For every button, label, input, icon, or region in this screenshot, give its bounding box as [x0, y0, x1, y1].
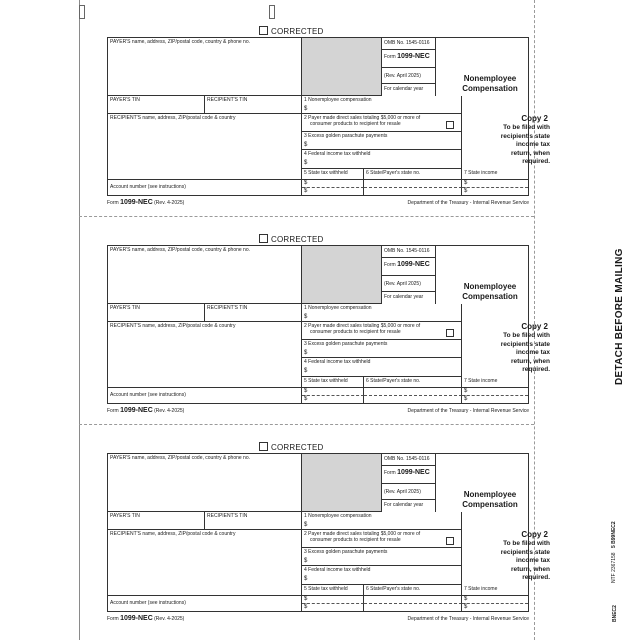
box7-dollar-1: $ — [464, 180, 468, 186]
box5-dollar-1: $ — [304, 180, 308, 186]
box7-state-income-2[interactable] — [462, 188, 528, 195]
box5-state-tax-2[interactable] — [302, 188, 364, 195]
sheet-edge — [79, 0, 80, 640]
box3-dollar: $ — [304, 350, 308, 356]
box5-dollar-2: $ — [304, 188, 308, 194]
recipient-name-field[interactable] — [108, 114, 302, 180]
box1-label: 1 Nonemployee compensation — [304, 513, 372, 519]
title-line1: Nonemployee — [463, 490, 517, 499]
box5-label: 5 State tax withheld — [304, 378, 348, 384]
box7-dollar-2: $ — [464, 396, 468, 402]
footer-revision: (Rev. 4-2025) — [154, 200, 185, 206]
recipient-tin-label: RECIPIENT'S TIN — [207, 513, 248, 519]
box3-golden-parachute[interactable] — [302, 340, 462, 358]
box4-federal-tax-withheld[interactable] — [302, 358, 462, 377]
box1-label: 1 Nonemployee compensation — [304, 97, 372, 103]
filed-line-4: return, when — [510, 357, 550, 365]
form-title — [429, 490, 551, 510]
box6-state-no-2[interactable] — [364, 604, 462, 611]
recipient-tin-field[interactable] — [205, 304, 302, 322]
corrected-label: CORRECTED — [271, 443, 324, 452]
box2-label-line2: consumer products to recipient for resale — [310, 121, 401, 127]
form-footer — [107, 615, 529, 622]
product-code-1: 5 B99NEC2 — [611, 521, 617, 548]
calendar-year-field[interactable]: For calendar year — [384, 86, 424, 92]
filed-line-5: required. — [522, 366, 550, 373]
box7-state-income-2[interactable] — [462, 396, 528, 403]
payer-tin-label: PAYER'S TIN — [110, 97, 140, 103]
calendar-year-field[interactable]: For calendar year — [384, 294, 424, 300]
title-line2: Compensation — [462, 292, 518, 301]
box3-golden-parachute[interactable] — [302, 132, 462, 150]
shaded-area — [302, 246, 382, 304]
box1-label: 1 Nonemployee compensation — [304, 305, 372, 311]
footer-form-number: 1099-NEC — [120, 407, 153, 414]
box5-label: 5 State tax withheld — [304, 586, 348, 592]
box6-label-cell — [364, 585, 462, 596]
footer-form-number: 1099-NEC — [120, 199, 153, 206]
account-number-label: Account number (see instructions) — [110, 600, 186, 606]
account-number-field[interactable] — [108, 388, 302, 403]
form-number: 1099-NEC — [397, 469, 430, 476]
account-number-field[interactable] — [108, 180, 302, 195]
box1-nonemployee-compensation[interactable] — [302, 304, 462, 322]
filing-instructions — [445, 124, 550, 167]
form-number-cell — [382, 50, 436, 68]
box7-dollar-2: $ — [464, 188, 468, 194]
form-word: Form — [384, 54, 396, 60]
box2-label-line2: consumer products to recipient for resale — [310, 329, 401, 335]
account-number-field[interactable] — [108, 596, 302, 611]
form-word: Form — [384, 470, 396, 476]
box5-label-cell — [302, 169, 364, 180]
account-number-label: Account number (see instructions) — [110, 184, 186, 190]
footer-form-word: Form — [107, 200, 119, 206]
corrected-checkbox[interactable] — [259, 26, 268, 35]
form-sheet — [79, 0, 640, 640]
form-number-cell — [382, 258, 436, 276]
title-line1: Nonemployee — [463, 74, 517, 83]
form-footer — [107, 199, 529, 206]
box5-dollar-2: $ — [304, 604, 308, 610]
filing-instructions — [445, 332, 550, 375]
form-1099-nec-copy — [107, 27, 550, 212]
box7-dollar-1: $ — [464, 388, 468, 394]
footer-revision: (Rev. 4-2025) — [154, 408, 185, 414]
omb-column — [382, 38, 436, 96]
box5-label-cell — [302, 377, 364, 388]
box2-direct-sales — [302, 322, 462, 340]
revision-date: (Rev. April 2025) — [382, 484, 436, 500]
recipient-tin-label: RECIPIENT'S TIN — [207, 305, 248, 311]
form-number: 1099-NEC — [397, 53, 430, 60]
box3-label: 3 Excess golden parachute payments — [304, 549, 388, 555]
recipient-name-label: RECIPIENT'S name, address, ZIP/postal code & country — [110, 115, 236, 121]
recipient-name-field[interactable] — [108, 322, 302, 388]
box6-label: 6 State/Payer's state no. — [366, 586, 421, 592]
filed-line-4: return, when — [510, 149, 550, 157]
box2-direct-sales — [302, 114, 462, 132]
account-number-label: Account number (see instructions) — [110, 392, 186, 398]
perforation-line-2 — [79, 424, 534, 425]
payer-name-field[interactable] — [108, 38, 302, 96]
box7-label-cell — [462, 377, 528, 388]
box7-state-income-1[interactable] — [462, 596, 528, 604]
box4-dollar: $ — [304, 576, 308, 582]
footer-department: Department of the Treasury - Internal Revenue Service — [407, 200, 529, 206]
box2-label-line1: 2 Payer made direct sales totaling $5,000 or more of — [304, 115, 421, 121]
omb-column — [382, 246, 436, 304]
recipient-name-label: RECIPIENT'S name, address, ZIP/postal code & country — [110, 323, 236, 329]
box6-label-cell — [364, 169, 462, 180]
copy-label: Copy 2 — [521, 322, 548, 331]
form-1099-nec-copy — [107, 235, 550, 420]
filed-line-3: income tax — [516, 557, 550, 564]
title-line2: Compensation — [462, 500, 518, 509]
box1-dollar: $ — [304, 314, 308, 320]
footer-form-word: Form — [107, 408, 119, 414]
box5-dollar-1: $ — [304, 596, 308, 602]
omb-column — [382, 454, 436, 512]
form-title — [429, 282, 551, 302]
form-footer — [107, 407, 529, 414]
form-title — [429, 74, 551, 94]
recipient-tin-field[interactable] — [205, 512, 302, 530]
copy-label: Copy 2 — [521, 114, 548, 123]
box7-label-cell — [462, 585, 528, 596]
product-code-3: BNEC2 — [612, 605, 618, 622]
box3-dollar: $ — [304, 142, 308, 148]
box1-nonemployee-compensation[interactable] — [302, 512, 462, 530]
form-word: Form — [384, 262, 396, 268]
form-number-cell — [382, 466, 436, 484]
corrected-label: CORRECTED — [271, 27, 324, 36]
filed-line-1: To be filed with — [503, 332, 550, 339]
omb-number: OMB No. 1545-0116 — [382, 246, 436, 258]
box6-state-no-1[interactable] — [364, 596, 462, 604]
box7-label: 7 State income — [464, 586, 498, 592]
filed-line-2: recipient's state — [500, 132, 550, 140]
box2-label-line1: 2 Payer made direct sales totaling $5,000 or more of — [304, 531, 421, 537]
box4-federal-tax-withheld[interactable] — [302, 150, 462, 169]
box4-dollar: $ — [304, 368, 308, 374]
payer-tin-label: PAYER'S TIN — [110, 513, 140, 519]
calendar-year-field[interactable]: For calendar year — [384, 502, 424, 508]
filed-line-1: To be filed with — [503, 124, 550, 131]
form-1099-nec-copy — [107, 443, 550, 628]
filed-line-1: To be filed with — [503, 540, 550, 547]
payer-name-field[interactable] — [108, 246, 302, 304]
filed-line-2: recipient's state — [500, 548, 550, 556]
box1-dollar: $ — [304, 106, 308, 112]
box1-dollar: $ — [304, 522, 308, 528]
box4-dollar: $ — [304, 160, 308, 166]
payer-tin-field[interactable] — [108, 304, 205, 322]
perforation-line-1 — [79, 216, 534, 217]
box7-state-income-1[interactable] — [462, 180, 528, 188]
box6-label: 6 State/Payer's state no. — [366, 378, 421, 384]
box1-nonemployee-compensation[interactable] — [302, 96, 462, 114]
box6-state-no-1[interactable] — [364, 388, 462, 396]
shaded-area — [302, 454, 382, 512]
box2-label-line1: 2 Payer made direct sales totaling $5,000 or more of — [304, 323, 421, 329]
box4-label: 4 Federal income tax withheld — [304, 151, 371, 157]
filed-line-5: required. — [522, 158, 550, 165]
box7-dollar-2: $ — [464, 604, 468, 610]
recipient-name-field[interactable] — [108, 530, 302, 596]
revision-date: (Rev. April 2025) — [382, 68, 436, 84]
payer-name-label: PAYER'S name, address, ZIP/postal code, country & phone no. — [110, 455, 251, 461]
box7-dollar-1: $ — [464, 596, 468, 602]
shaded-area — [302, 38, 382, 96]
corrected-checkbox-area — [259, 26, 323, 36]
box5-dollar-2: $ — [304, 396, 308, 402]
clip-holder-left — [79, 5, 85, 19]
box5-label-cell — [302, 585, 364, 596]
box7-label: 7 State income — [464, 170, 498, 176]
corrected-label: CORRECTED — [271, 235, 324, 244]
footer-form-number: 1099-NEC — [120, 615, 153, 622]
filing-instructions — [445, 540, 550, 583]
corrected-checkbox-area — [259, 234, 323, 244]
box6-label: 6 State/Payer's state no. — [366, 170, 421, 176]
box7-label-cell — [462, 169, 528, 180]
box5-state-tax-2[interactable] — [302, 396, 364, 403]
box6-state-no-2[interactable] — [364, 396, 462, 403]
box4-federal-tax-withheld[interactable] — [302, 566, 462, 585]
filed-line-3: income tax — [516, 349, 550, 356]
title-line1: Nonemployee — [463, 282, 517, 291]
filed-line-2: recipient's state — [500, 340, 550, 348]
filed-line-5: required. — [522, 574, 550, 581]
product-code-2: NTF 2367158 — [611, 552, 617, 583]
corrected-checkbox[interactable] — [259, 442, 268, 451]
box2-direct-sales — [302, 530, 462, 548]
box5-state-tax-2[interactable] — [302, 604, 364, 611]
footer-form-word: Form — [107, 616, 119, 622]
form-number: 1099-NEC — [397, 261, 430, 268]
payer-name-field[interactable] — [108, 454, 302, 512]
box3-label: 3 Excess golden parachute payments — [304, 341, 388, 347]
box7-state-income-2[interactable] — [462, 604, 528, 611]
box3-label: 3 Excess golden parachute payments — [304, 133, 388, 139]
payer-tin-label: PAYER'S TIN — [110, 305, 140, 311]
footer-revision: (Rev. 4-2025) — [154, 616, 185, 622]
payer-name-label: PAYER'S name, address, ZIP/postal code, country & phone no. — [110, 39, 251, 45]
box5-state-tax-1[interactable] — [302, 596, 364, 604]
box5-state-tax-1[interactable] — [302, 388, 364, 396]
payer-tin-field[interactable] — [108, 96, 205, 114]
box5-dollar-1: $ — [304, 388, 308, 394]
box6-state-no-2[interactable] — [364, 188, 462, 195]
recipient-tin-field[interactable] — [205, 96, 302, 114]
box3-golden-parachute[interactable] — [302, 548, 462, 566]
box3-dollar: $ — [304, 558, 308, 564]
footer-department: Department of the Treasury - Internal Revenue Service — [407, 616, 529, 622]
box4-label: 4 Federal income tax withheld — [304, 567, 371, 573]
copy-label: Copy 2 — [521, 530, 548, 539]
corrected-checkbox-area — [259, 442, 323, 452]
box7-label: 7 State income — [464, 378, 498, 384]
omb-number: OMB No. 1545-0116 — [382, 38, 436, 50]
filed-line-3: income tax — [516, 141, 550, 148]
box5-state-tax-1[interactable] — [302, 180, 364, 188]
box7-state-income-1[interactable] — [462, 388, 528, 396]
box6-state-no-1[interactable] — [364, 180, 462, 188]
box4-label: 4 Federal income tax withheld — [304, 359, 371, 365]
recipient-tin-label: RECIPIENT'S TIN — [207, 97, 248, 103]
recipient-name-label: RECIPIENT'S name, address, ZIP/postal code & country — [110, 531, 236, 537]
clip-holder-right — [269, 5, 275, 19]
filed-line-4: return, when — [510, 565, 550, 573]
title-line2: Compensation — [462, 84, 518, 93]
corrected-checkbox[interactable] — [259, 234, 268, 243]
box5-label: 5 State tax withheld — [304, 170, 348, 176]
box6-label-cell — [364, 377, 462, 388]
box2-label-line2: consumer products to recipient for resale — [310, 537, 401, 543]
payer-tin-field[interactable] — [108, 512, 205, 530]
revision-date: (Rev. April 2025) — [382, 276, 436, 292]
detach-before-mailing-label: DETACH BEFORE MAILING — [614, 248, 625, 385]
footer-department: Department of the Treasury - Internal Revenue Service — [407, 408, 529, 414]
omb-number: OMB No. 1545-0116 — [382, 454, 436, 466]
payer-name-label: PAYER'S name, address, ZIP/postal code, country & phone no. — [110, 247, 251, 253]
